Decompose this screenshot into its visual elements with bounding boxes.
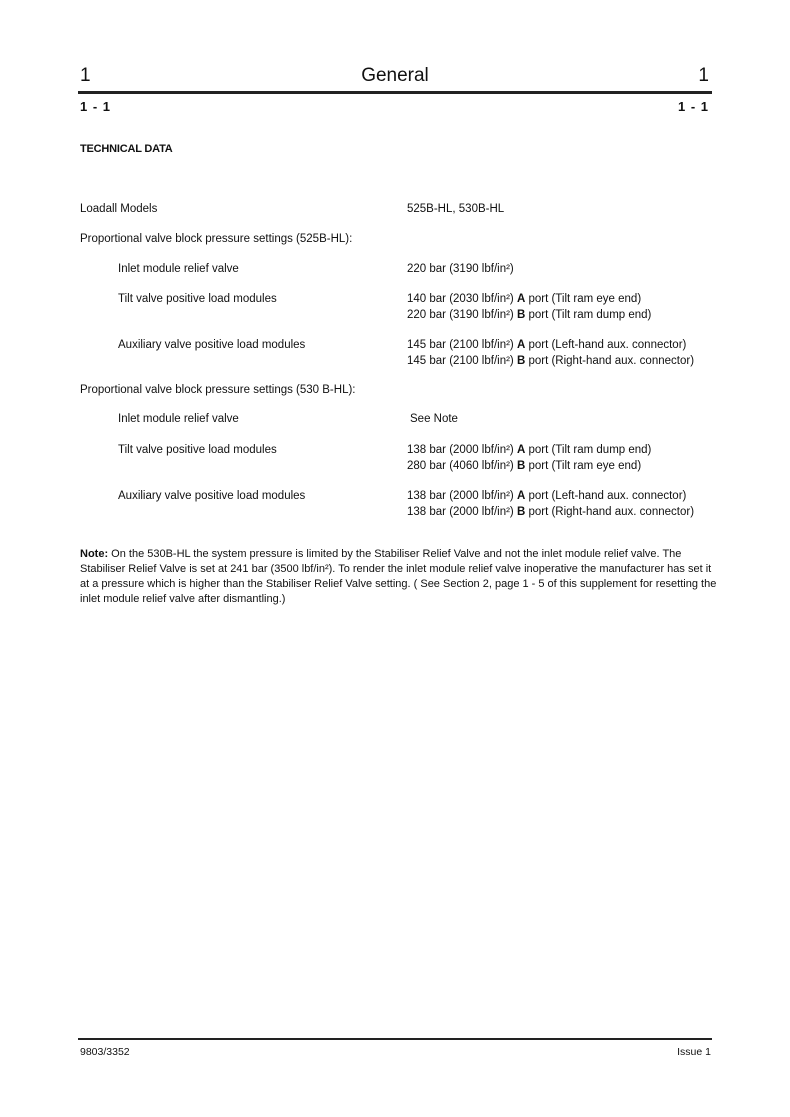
group-525-aux-line-2: 145 bar (2100 lbf/in²) B port (Right-hand aux. connector) <box>407 355 695 367</box>
footer-doc-number: 9803/3352 <box>80 1046 130 1058</box>
group-525-aux-line-1: 145 bar (2100 lbf/in²) A port (Left-hand aux. connector) <box>407 339 687 351</box>
port-a-label: A <box>516 339 526 351</box>
group-530-tilt-line-1: 138 bar (2000 lbf/in²) A port (Tilt ram dump end) <box>407 444 652 456</box>
group-530-aux-line-1: 138 bar (2000 lbf/in²) A port (Left-hand aux. connector) <box>407 490 687 502</box>
port-b-label: B <box>516 506 526 518</box>
footer-rule <box>78 1038 712 1040</box>
group-525-inlet-label: Inlet module relief valve <box>118 263 239 275</box>
port-b-label: B <box>516 355 526 367</box>
section-title: TECHNICAL DATA <box>80 143 173 155</box>
group-530-inlet-value: See Note <box>410 413 458 425</box>
header-rule <box>78 91 712 94</box>
footer-issue: Issue 1 <box>677 1046 711 1058</box>
group-525-inlet-value: 220 bar (3190 lbf/in²) <box>407 263 514 275</box>
group-525-heading: Proportional valve block pressure settings (525B-HL): <box>80 233 353 245</box>
port-b-label: B <box>516 460 526 472</box>
group-525-tilt-label: Tilt valve positive load modules <box>118 293 277 305</box>
header-right-number: 1 <box>698 65 709 86</box>
note-paragraph <box>80 547 720 607</box>
header-left-section: 1 - 1 <box>80 99 112 114</box>
port-a-label: A <box>516 490 526 502</box>
models-value: 525B-HL, 530B-HL <box>407 203 505 215</box>
port-a-label: A <box>516 444 526 456</box>
group-525-tilt-line-2: 220 bar (3190 lbf/in²) B port (Tilt ram dump end) <box>407 309 652 321</box>
group-530-aux-label: Auxiliary valve positive load modules <box>118 490 306 502</box>
header-left-number: 1 <box>80 65 91 86</box>
page-title: General <box>361 65 429 86</box>
port-b-label: B <box>516 309 526 321</box>
header-right-section: 1 - 1 <box>677 99 709 114</box>
group-530-heading: Proportional valve block pressure settings (530 B-HL): <box>80 384 356 396</box>
group-530-aux-line-2: 138 bar (2000 lbf/in²) B port (Right-hand aux. connector) <box>407 506 695 518</box>
models-label: Loadall Models <box>80 203 158 215</box>
group-525-aux-label: Auxiliary valve positive load modules <box>118 339 306 351</box>
note-text: On the 530B-HL the system pressure is limited by the Stabiliser Relief Valve and not the inlet module relief valve. The Stabiliser Relief Valve is set at 241 bar (3500 lbf/in²). To render the inlet module relief valve inoperative the manufacturer has set it at a pressure which is higher than the Stabiliser Relief Valve setting. ( See Section 2, page 1 - 5 of this supplement for resetting the inlet module relief valve after dismantling.) <box>80 548 717 605</box>
note-label: Note: <box>80 548 109 560</box>
group-530-tilt-label: Tilt valve positive load modules <box>118 444 277 456</box>
group-530-inlet-label: Inlet module relief valve <box>118 413 239 425</box>
group-525-tilt-line-1: 140 bar (2030 lbf/in²) A port (Tilt ram eye end) <box>407 293 642 305</box>
group-530-tilt-line-2: 280 bar (4060 lbf/in²) B port (Tilt ram eye end) <box>407 460 642 472</box>
port-a-label: A <box>516 293 526 305</box>
